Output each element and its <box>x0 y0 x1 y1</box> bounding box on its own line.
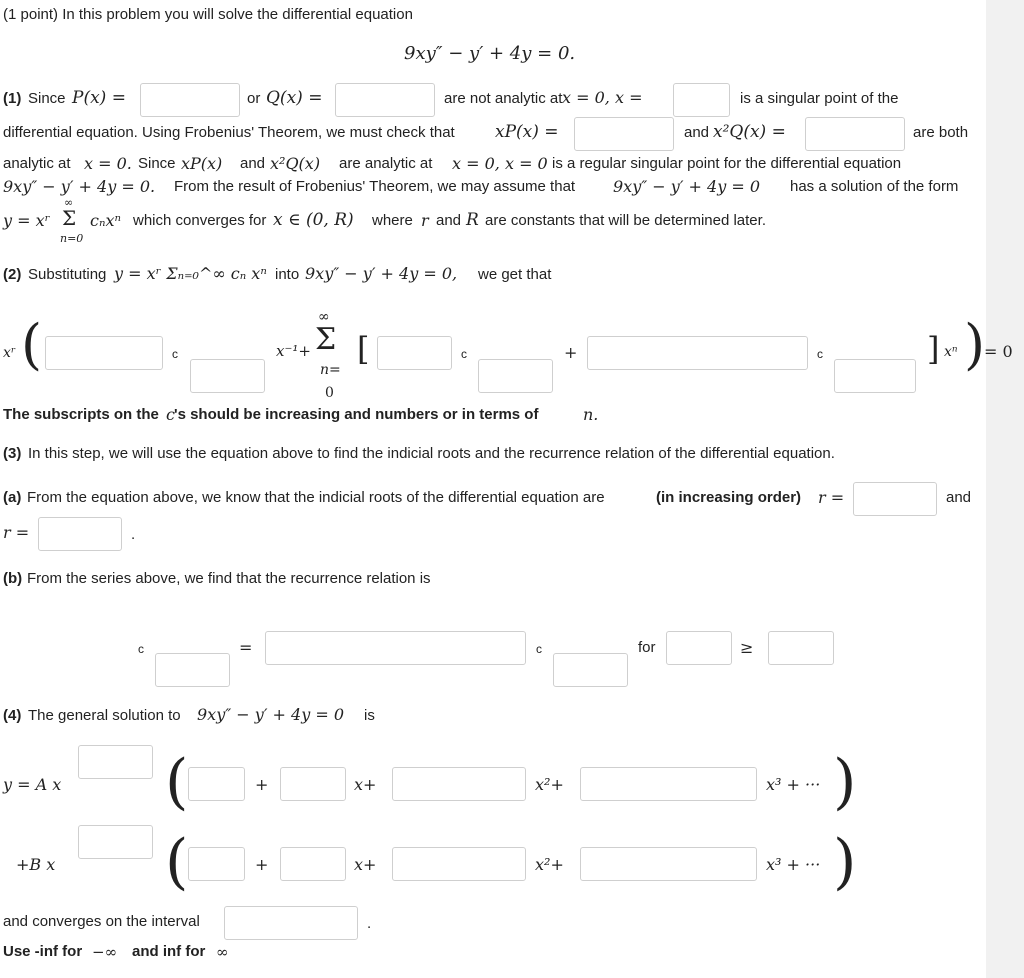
line3-i: is a regular singular point for the differential equation <box>552 155 902 172</box>
subscript-input-2[interactable] <box>478 359 553 393</box>
part3b-label: (b) <box>3 570 23 587</box>
indicial-root-2-input[interactable] <box>38 517 122 551</box>
singular-text: is a singular point of the <box>740 90 899 107</box>
part4-equation: 9xy″ − y′ + 4y = 0 <box>197 705 345 724</box>
r-equals-2: r = <box>3 523 30 542</box>
plus-sign: + <box>564 343 578 362</box>
x3-dots-A: x³ + ··· <box>766 775 821 794</box>
exponent-input-A[interactable] <box>78 745 153 779</box>
left-big-paren: ( <box>21 313 43 376</box>
A-term-0-input[interactable] <box>188 767 245 801</box>
x2-plus-A: x²+ <box>535 775 564 794</box>
coeff-input-3[interactable] <box>587 336 808 370</box>
part3a-text: From the equation above, we know that the indicial roots of the differential equation are <box>27 489 605 506</box>
part3a-label: (a) <box>3 489 22 506</box>
c-label-1: c <box>172 347 178 361</box>
x-values: x = 0, x = <box>562 88 643 107</box>
left-bracket: [ <box>357 330 370 368</box>
interval-period: . <box>367 915 372 932</box>
recurrence-subscript-2[interactable] <box>553 653 628 687</box>
constants-text: are constants that will be determined later. <box>485 212 766 229</box>
left-paren-A: ( <box>165 747 189 817</box>
coeff-input-2[interactable] <box>377 336 452 370</box>
series-expression: y = xʳ Σₙ₌₀^∞ cₙ xⁿ <box>114 264 267 283</box>
x2Q-input[interactable] <box>805 117 905 151</box>
exponent-input-B[interactable] <box>78 825 153 859</box>
right-big-paren: ) <box>964 313 986 376</box>
recurrence-rhs-input[interactable] <box>265 631 526 665</box>
line3-e: and <box>240 155 266 172</box>
xn-factor: xⁿ <box>944 344 958 360</box>
and-text-2: and <box>436 212 462 229</box>
and-text: and <box>684 124 710 141</box>
right-paren-B: ) <box>833 827 857 897</box>
line3-c: Since <box>138 155 176 172</box>
frobenius-check-text: differential equation. Using Frobenius' Theorem, we must check that <box>3 124 455 141</box>
r-symbol: r <box>421 211 429 230</box>
P-label: P(x) = <box>72 88 126 108</box>
y-equals-A-x: y = A x <box>3 775 62 794</box>
part3b-text: From the series above, we find that the recurrence relation is <box>27 570 431 587</box>
part2-equation: 9xy″ − y′ + 4y = 0, <box>305 264 458 283</box>
not-analytic-text: are not analytic at <box>444 90 563 107</box>
coeff-input-1[interactable] <box>45 336 163 370</box>
footer-neg-inf: −∞ <box>92 943 118 961</box>
for-text: for <box>638 639 656 656</box>
P-input[interactable] <box>140 83 240 117</box>
recurrence-lower-bound-input[interactable] <box>768 631 834 665</box>
main-equation: 9xy″ − y′ + 4y = 0. <box>404 43 576 64</box>
are-both-text: are both <box>913 124 969 141</box>
recurrence-variable-input[interactable] <box>666 631 732 665</box>
xP-label: xP(x) = <box>495 122 559 142</box>
part1-label: (1) <box>3 90 22 107</box>
B-term-2-input[interactable] <box>392 847 526 881</box>
line3-g: are analytic at <box>339 155 433 172</box>
part2-label: (2) <box>3 266 22 283</box>
recurrence-subscript-1[interactable] <box>155 653 230 687</box>
B-term-1-input[interactable] <box>280 847 346 881</box>
into-text: into <box>275 266 300 283</box>
line3-a: analytic at <box>3 155 71 172</box>
right-paren-A: ) <box>833 747 857 817</box>
line3-d: xP(x) <box>181 154 223 173</box>
subscript-note-c: c <box>166 405 175 424</box>
sum-zero: 0 <box>325 385 334 401</box>
xr-factor: xʳ <box>3 345 16 361</box>
subscript-input-1[interactable] <box>190 359 265 393</box>
geq-sign: ≥ <box>740 638 754 657</box>
interval: x ∈ (0, R) <box>273 210 354 230</box>
period-3a: . <box>131 526 136 543</box>
plus-B-x: +B x <box>16 855 56 874</box>
and-text-3: and <box>946 489 972 506</box>
sum-top-2: ∞ <box>318 309 330 325</box>
B-term-3-input[interactable] <box>580 847 757 881</box>
sum-bottom: n=0 <box>60 232 84 245</box>
sum-top: ∞ <box>64 196 74 209</box>
part3a-bold: (in increasing order) <box>656 489 802 506</box>
problem-intro: (1 point) In this problem you will solve the differential equation <box>3 6 413 23</box>
line4-equation-2: 9xy″ − y′ + 4y = 0 <box>613 177 761 196</box>
substituting-text: Substituting <box>28 266 107 283</box>
interval-input[interactable] <box>224 906 358 940</box>
indicial-root-1-input[interactable] <box>853 482 937 516</box>
footer-inf: ∞ <box>216 943 229 961</box>
line4-text: From the result of Frobenius' Theorem, we may assume that <box>174 178 576 195</box>
footer-b: and inf for <box>132 943 206 960</box>
B-term-0-input[interactable] <box>188 847 245 881</box>
x2-plus-B: x²+ <box>535 855 564 874</box>
A-term-1-input[interactable] <box>280 767 346 801</box>
part3-text: In this step, we will use the equation above to find the indicial roots and the recurrence relation of the differential equation. <box>28 445 835 462</box>
c-label-3: c <box>817 347 823 361</box>
xP-input[interactable] <box>574 117 674 151</box>
footer-a: Use -inf for <box>3 943 83 960</box>
part4-label: (4) <box>3 707 22 724</box>
Q-input[interactable] <box>335 83 435 117</box>
sum-sigma-2: Σ <box>315 322 337 357</box>
line4-equation: 9xy″ − y′ + 4y = 0. <box>3 177 156 196</box>
equals-zero: = 0 <box>984 342 1013 361</box>
subscript-note-b: 's should be increasing and numbers or in terms of <box>174 406 539 423</box>
or-text: or <box>247 90 261 107</box>
sum-sigma: Σ <box>62 206 77 230</box>
recurrence-c-1: c <box>138 642 144 656</box>
subscript-note-n: n. <box>583 405 599 424</box>
series-y: y = xʳ <box>3 211 51 230</box>
x2Q-label: x²Q(x) = <box>713 122 786 142</box>
singular-point-input[interactable] <box>673 83 730 117</box>
plus-B: + <box>255 855 269 874</box>
sum-n: n= <box>320 362 341 378</box>
Q-label: Q(x) = <box>266 88 323 108</box>
R-symbol: R <box>466 210 479 230</box>
part3-label: (3) <box>3 445 22 462</box>
recurrence-c-2: c <box>536 642 542 656</box>
A-term-2-input[interactable] <box>392 767 526 801</box>
right-bracket: ] <box>927 330 940 368</box>
A-term-3-input[interactable] <box>580 767 757 801</box>
plus-A: + <box>255 775 269 794</box>
left-paren-B: ( <box>165 827 189 897</box>
c-label-2: c <box>461 347 467 361</box>
part1-since: Since <box>28 90 66 107</box>
r-equals-1: r = <box>818 488 845 507</box>
line4-tail: has a solution of the form <box>790 178 959 195</box>
is-text: is <box>364 707 375 724</box>
x-plus-A: x+ <box>354 775 377 794</box>
x-minus-1: x⁻¹+ <box>276 342 311 360</box>
line3-f: x²Q(x) <box>270 154 321 173</box>
recurrence-equals: = <box>239 638 253 657</box>
subscript-note-a: The subscripts on the <box>3 406 159 423</box>
x-plus-B: x+ <box>354 855 377 874</box>
we-get-text: we get that <box>478 266 552 283</box>
where-text: where <box>372 212 413 229</box>
line3-b: x = 0. <box>84 154 132 173</box>
line3-h: x = 0, x = 0 <box>452 154 548 173</box>
subscript-input-3[interactable] <box>834 359 916 393</box>
x3-dots-B: x³ + ··· <box>766 855 821 874</box>
part4-text: The general solution to <box>28 707 181 724</box>
converges-text: which converges for <box>133 212 267 229</box>
cn-xn: cₙxⁿ <box>90 211 121 230</box>
converges-interval-text: and converges on the interval <box>3 913 200 930</box>
